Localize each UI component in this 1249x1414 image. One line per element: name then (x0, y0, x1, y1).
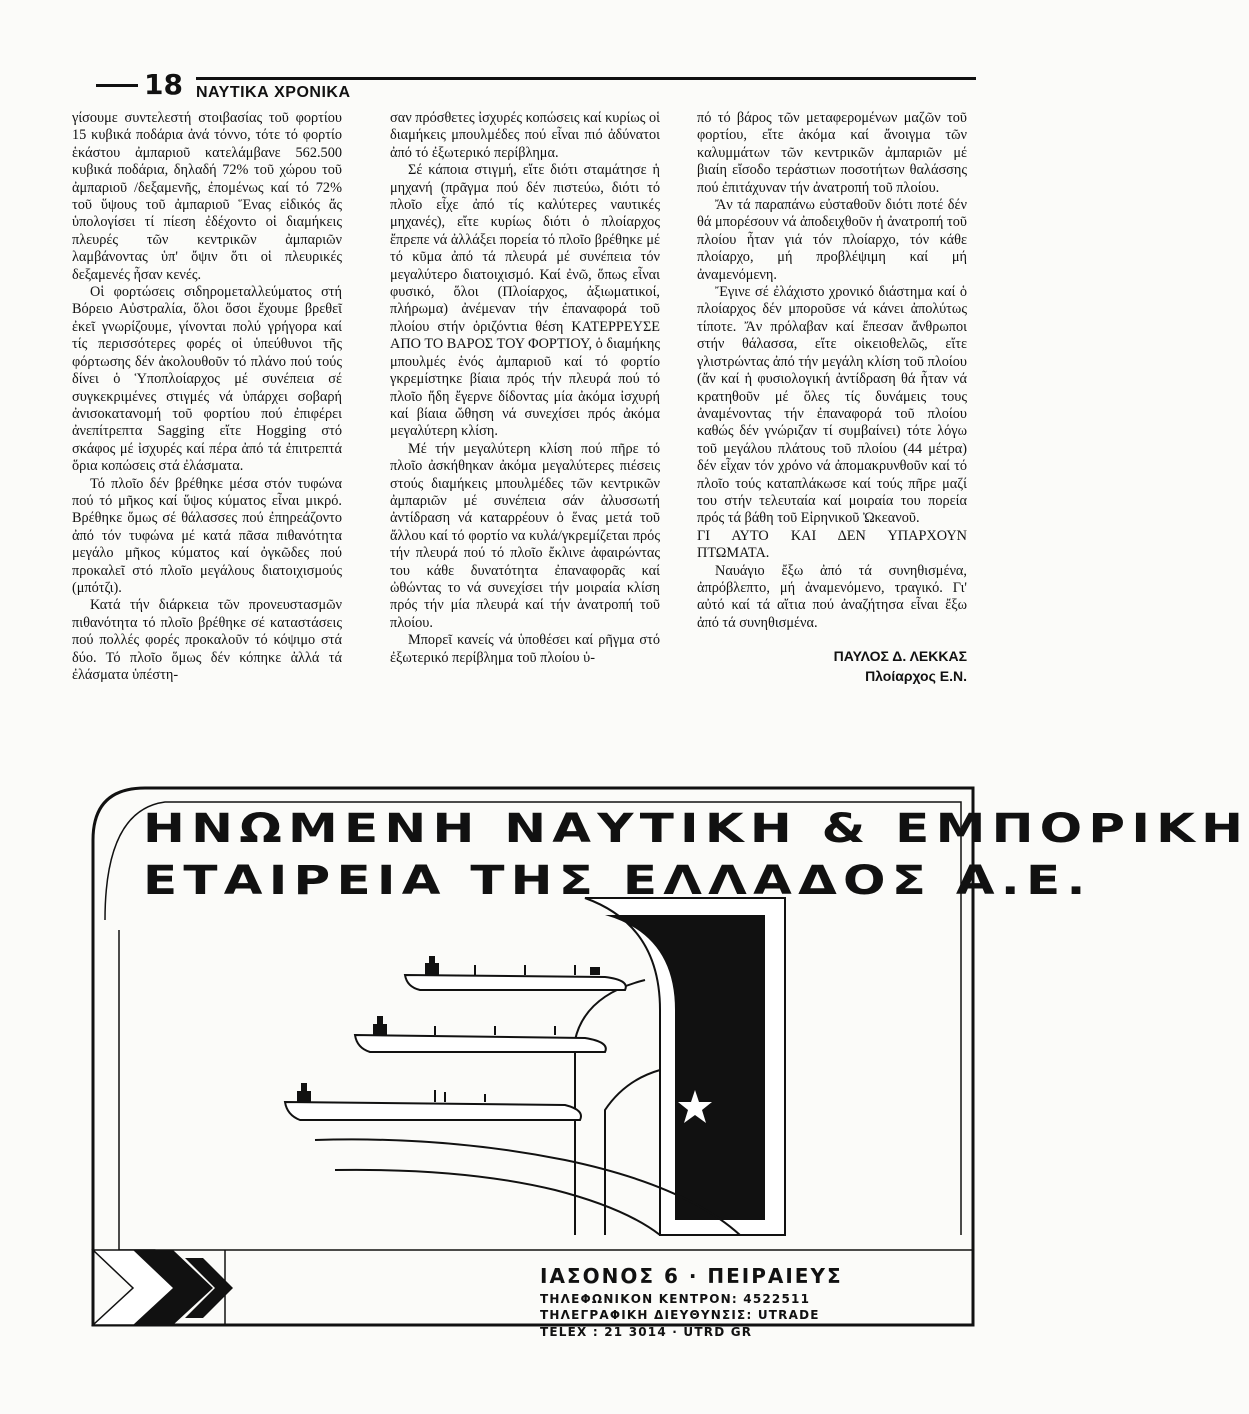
paragraph: Οἱ φορτώσεις σιδηρομεταλλεύματος στή Βόρειο Αὐστραλία, ὅλοι ὅσοι ἔχουμε βρεθεῖ ἐκεῖ γνωρίζουμε, γίνονται πολύ γρήγορα καί τίς περισσότερες φορές οἱ ὑπεύθυνοι τῆς φόρτωσης δέν ἀκολουθοῦν τό πλάνο πού τούς δίνει ὁ Ὑποπλοίαρχος μέ συνέπεια σέ συγκεκριμένες στιγμές νά ὑπάρχει σοβαρή ἀνισοκατανομή τοῦ φορτίου πού ἐπιφέρει ἀνεπίτρεπτα Sagging εἴτε Hogging στό σκάφος μέ ἰσχυρές καί πέρα ἀπό τά ἐπιτρεπτά ὅρια κοπώσεις στά ἐλάσματα. (72, 284, 342, 475)
page-number: 18 (144, 68, 183, 101)
advert-telex: TELEX : 21 3014 · UTRD GR (540, 1325, 753, 1339)
paragraph: Σέ κάποια στιγμή, εἴτε διότι σταμάτησε ἡ μηχανή (πρᾶγμα πού δέν πιστεύω, διότι τό πλοῖο εἶχε ἀπό τίς καλύτερες ναυτικές μηχανές), εἴτε κυρίως διότι ὁ πλοίαρχος ἔπρεπε νά ἀλλάξει πορεία τό πλοῖο βρέθηκε μέ τό κῦμα ἀπό τά πλευρά μέ συνέπεια τόν μεγαλύτερο διατοιχισμό. Καί ἐνῶ, ὅπως εἶναι φυσικό, ὅλοι (Πλοίαρχος, ἀξιωματικοί, πλήρωμα) ἀνέμεναν τήν ἐπαναφορά τοῦ πλοίου στήν ὁριζόντια θέση ΚΑΤΕΡΡΕΥΣΕ ΑΠΟ ΤΟ ΒΑΡΟΣ ΤΟΥ ΦΟΡΤΙΟΥ, ὁ διαμήκης μπουλμές ἑνός ἀμπαριοῦ καί τό φορτίο γκρεμίστηκε βίαια πρός τήν πλευρά πού τό πλοῖο ἤδη ἔγερνε δίδοντας μία ἀκόμα ἰσχυρή καί βίαια ὤθηση νά συνεχίσει πρός ἀκόμα μεγαλύτερη κλίση. (390, 162, 660, 440)
header-rule-left (96, 84, 138, 87)
author-name: ΠΑΥΛΟΣ Δ. ΛΕΚΚΑΣ (833, 648, 967, 665)
paragraph: Κατά τήν διάρκεια τῶν προνευστασμῶν πιθανότητα τό πλοῖο βρέθηκε σέ καταστάσεις πού πολλές φορές προκαλοῦν τό κόψιμο στά δύο. Τό πλοῖο ὅμως δέν κόπηκε ἀλλά τά ἐλάσματα ὑπέστη- (72, 597, 342, 683)
advert-address: ΙΑΣΟΝΟΣ 6 · ΠΕΙΡΑΙΕΥΣ (540, 1264, 843, 1288)
author-title: Πλοίαρχος Ε.Ν. (865, 668, 967, 685)
advert-phone: ΤΗΛΕΦΩΝΙΚΟΝ ΚΕΝΤΡΟΝ: 4522511 (540, 1292, 811, 1306)
paragraph: γίσουμε συντελεστή στοιβασίας τοῦ φορτίου 15 κυβικά ποδάρια ἀνά τόννο, τότε τό φορτίο ἑκάστου ἀμπαριοῦ κατελάμβανε 562.500 κυβικά ποδάρια, δηλαδή 72% τοῦ χώρου τοῦ ἀμπαριοῦ /δεξαμενῆς, ἐπομένως καί τό 72% τοῦ ὕψους τοῦ ἀμπαριοῦ Ἕνας εἰδικός ἄς ὑπολογίσει τί πίεση ἐδέχοντο οἱ διαμήκεις πλευρές τῶν κεντρικῶν ἀμπαριῶν λαμβάνοντας ὑπ' ὄψιν ὅτι οἱ πλευρικές δεξαμενές ἦσαν κενές. (72, 110, 342, 283)
paragraph: Μπορεῖ κανείς νά ὑποθέσει καί ρῆγμα στό ἐξωτερικό περίβλημα τοῦ πλοίου ὑ- (390, 632, 660, 666)
header-rule-right (196, 77, 976, 80)
paragraph: σαν πρόσθετες ἰσχυρές κοπώσεις καί κυρίως οἱ διαμήκεις μπουλμέδες πού εἶναι πιό ἀδύνατοι ἀπό τό ἐξωτερικό περίβλημα. (390, 110, 660, 161)
advert-title-line-2: ΕΤΑΙΡΕΙΑ ΤΗΣ ΕΛΛΑΔΟΣ Α.Ε. (143, 858, 1092, 904)
publication-title: ΝΑΥΤΙΚΑ ΧΡΟΝΙΚΑ (196, 84, 351, 101)
paragraph: Μέ τήν μεγαλύτερη κλίση πού πῆρε τό πλοῖο ἀσκήθηκαν ἀκόμα μεγαλύτερες πιέσεις στούς διαμήκεις μπουλμέδες τῶν κεντρικῶν ἀμπαριῶν μέ συνέπεια σάν ἀλυσσωτή ἀντίδραση νά καταρρέουν ὁ ἕνας μετά τοῦ ἄλλου καί τό φορτίο να κυλά/γκρεμίζεται πρός τήν πλευρά πού τό πλοῖο ἔκλινε ἀφαιρώντας του κάθε δυνατότητα ἐπαναφορᾶς καί ὠθώντας το νά συνεχίσει τήν μοιραία κλίση πρός τήν μία πλευρά καί τήν ἀνατροπή τοῦ πλοίου. (390, 440, 660, 631)
paragraph: Ναυάγιο ἔξω ἀπό τά συνηθισμένα, ἀπρόβλεπτο, μή ἀναμενόμενο, τραγικό. Γι' αὐτό καί τά αἴτια πού ἀναζήτησα εἶναι ἔξω ἀπό τά συνηθισμένα. (697, 562, 967, 631)
paragraph: Τό πλοῖο δέν βρέθηκε μέσα στόν τυφώνα πού τό μῆκος καί ὕψος κύματος εἶναι μικρό. Βρέθηκε ὅμως σέ θάλασσες πού ἐπηρεάζοντο ἀπό τόν τυφώνα μέ κατά πᾶσα πιθανότητα μεγάλο μῆκος κύματος καί ὀγκῶδες πού προκαλεῖ στό πλοῖο μεγάλους διατοιχισμούς (μπότζι). (72, 475, 342, 596)
paragraph-emphasis: ΓΙ ΑΥΤΟ ΚΑΙ ΔΕΝ ΥΠΑΡΧΟΥΝ ΠΤΩΜΑΤΑ. (697, 527, 967, 562)
article-column-1 (72, 110, 342, 684)
company-advertisement (85, 780, 1249, 1340)
page-header (96, 68, 976, 112)
paragraph: Ἄν τά παραπάνω εὐσταθοῦν διότι ποτέ δέν θά μπορέσουν νά ἀποδειχθοῦν ἡ ἀνατροπή τοῦ πλοίου ἦταν γιά τόν πλοίαρχο, τόν κάθε πλοίαρχο, μή προβλέψιμη καί μή ἀναμενόμενη. (697, 197, 967, 283)
article-column-2 (390, 110, 660, 667)
article-column-3 (697, 110, 967, 686)
advert-title-line-1: ΗΝΩΜΕΝΗ ΝΑΥΤΙΚΗ & ΕΜΠΟΡΙΚΗ (143, 806, 1249, 852)
advert-telegraph: ΤΗΛΕΓΡΑΦΙΚΗ ΔΙΕΥΘΥΝΣΙΣ: UTRADE (540, 1308, 820, 1322)
paragraph: πό τό βάρος τῶν μεταφερομένων μαζῶν τοῦ φορτίου, εἴτε ἀκόμα καί ἄνοιγμα τῶν καλυμμάτων τῶν κεντρικῶν ἀμπαριῶν μέ βιαίη εἴσοδο τεράστιων ποσοτήτων θαλάσσης πού ἐπιτάχυναν τήν ἀνατροπή τοῦ πλοίου. (697, 110, 967, 196)
paragraph: Ἔγινε σέ ἐλάχιστο χρονικό διάστημα καί ὁ πλοίαρχος δέν μποροῦσε νά κάνει ἀπολύτως τίποτε. Ἄν πρόλαβαν καί ἔπεσαν ἄνθρωποι στήν θάλασσα, εἴτε οἰκειοθελῶς, εἴτε γλιστρώντας ἀπό τήν μεγάλη κλίση τοῦ πλοίου (ἄν καί ἡ φυσιολογική ἀντίδραση θά ἦταν νά κρατηθοῦν μέ ὅλες τίς δυνάμεις τους ἀναμένοντας τήν ἐπαναφορά τοῦ πλοίου καθώς δέν γνώριζαν τί συμβαίνει) τότε λόγω τοῦ μεγάλου πλάτους τοῦ πλοίου (44 μέτρα) δέν εἶχαν τόν χρόνο νά ἀπομακρυνθοῦν καί τό πλοῖο τούς καταπλάκωσε καί τούς πῆρε μαζί του στήν τελευταία καί μοιραία του πορεία πρός τά βάθη τοῦ Εἰρηνικοῦ Ὠκεανοῦ. (697, 284, 967, 527)
